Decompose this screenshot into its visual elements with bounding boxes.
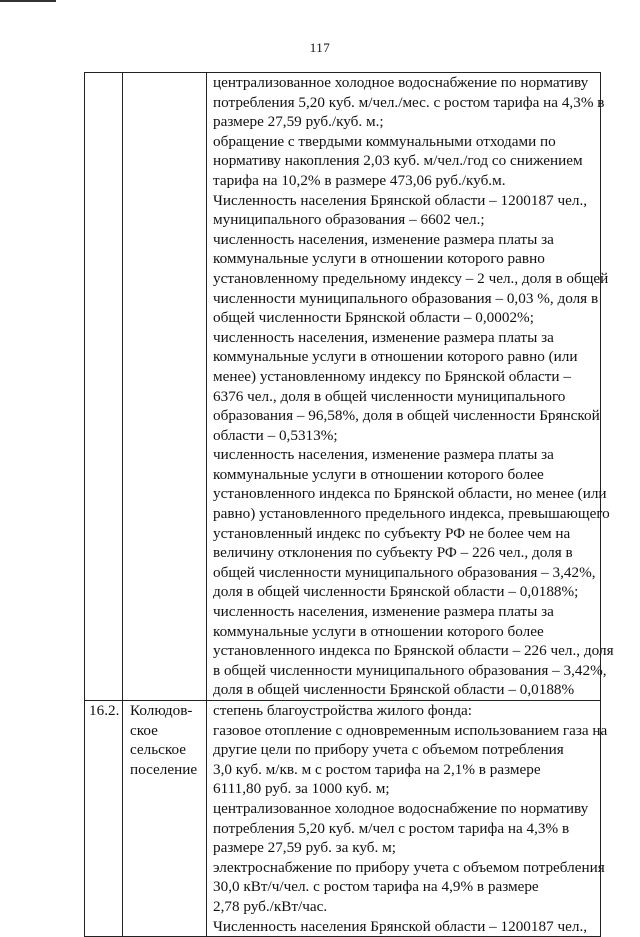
text-line: численность населения, изменение размера платы за bbox=[213, 446, 554, 464]
text-line: степень благоустройства жилого фонда: bbox=[213, 702, 473, 719]
corner-mark bbox=[0, 0, 56, 2]
text-line: установленного индекса по Брянской области, но менее (или bbox=[213, 485, 607, 503]
text-line: доля в общей численности Брянской области – 0,0188% bbox=[213, 681, 575, 699]
text-line: электроснабжение по прибору учета с объемом потребления bbox=[213, 858, 605, 876]
text-line: централизованное холодное водоснабжение по нормативу bbox=[213, 74, 589, 91]
page-number: 117 bbox=[309, 40, 331, 55]
text-line: коммунальные услуги в отношении которого равно (или bbox=[213, 348, 578, 366]
text-line: равно) установленного предельного индекса, превышающего bbox=[213, 505, 610, 523]
table-row bbox=[85, 73, 601, 701]
text-line: размере 27,59 руб./куб. м.; bbox=[213, 113, 384, 131]
text-line: газовое отопление с одновременным использованием газа на bbox=[213, 721, 608, 739]
text-line: коммунальные услуги в отношении которого более bbox=[213, 465, 544, 483]
text-line: размере 27,59 руб. за куб. м; bbox=[213, 839, 396, 857]
text-line: в общей численности муниципального образования – 3,42%, bbox=[213, 661, 607, 679]
text-line: нормативу накопления 2,03 куб. м/чел./год со снижением bbox=[213, 152, 583, 170]
municipality-name-cell bbox=[123, 701, 207, 937]
text-line: сельское bbox=[130, 741, 187, 759]
text-line: потребления 5,20 куб. м/чел./мес. с ростом тарифа на 4,3% в bbox=[213, 93, 605, 111]
text-line: обращение с твердыми коммунальными отходами по bbox=[213, 132, 556, 150]
text-line: численность населения, изменение размера платы за bbox=[213, 230, 554, 248]
text-line: муниципального образования – 6602 чел.; bbox=[213, 211, 485, 229]
text-line: общей численности муниципального образования – 3,42%, bbox=[213, 563, 596, 581]
text-line: величину отклонения по субъекту РФ – 226 чел., доля в bbox=[213, 544, 573, 562]
text-line: доля в общей численности Брянской области – 0,0188%; bbox=[213, 583, 579, 601]
text-line: тарифа на 10,2% в размере 473,06 руб./куб.м. bbox=[213, 171, 506, 189]
row-number-cell: 16.2. bbox=[85, 701, 123, 937]
text-line: установленному предельному индексу – 2 чел., доля в общей bbox=[213, 269, 609, 287]
text-line: ское bbox=[130, 721, 158, 739]
text-line: 30,0 кВт/ч/чел. с ростом тарифа на 4,9% в размере bbox=[213, 878, 539, 896]
text-line: 3,0 куб. м/кв. м с ростом тарифа на 2,1% в размере bbox=[213, 760, 541, 778]
text-line: численности муниципального образования – 0,03 %, доля в bbox=[213, 289, 599, 307]
municipality-name-cell bbox=[123, 73, 207, 701]
row-number-cell bbox=[85, 73, 123, 701]
text-line: поселение bbox=[130, 760, 198, 778]
text-line: Численность населения Брянской области – 1200187 чел., bbox=[213, 191, 588, 209]
text-line: Численность населения Брянской области – 1200187 чел., bbox=[213, 917, 588, 935]
text-line: коммунальные услуги в отношении которого равно bbox=[213, 250, 545, 268]
text-line: установленного индекса по Брянской области – 226 чел., доля bbox=[213, 642, 614, 660]
text-line: другие цели по прибору учета с объемом потребления bbox=[213, 741, 564, 759]
table-row bbox=[85, 701, 601, 937]
text-line: Колюдов- bbox=[130, 702, 193, 719]
text-line: потребления 5,20 куб. м/чел с ростом тарифа на 4,3% в bbox=[213, 819, 570, 837]
text-line: 6111,80 руб. за 1000 куб. м; bbox=[213, 780, 390, 798]
text-line: установленный индекс по субъекту РФ не более чем на bbox=[213, 524, 571, 542]
text-line: общей численности Брянской области – 0,0002%; bbox=[213, 309, 534, 327]
document-table bbox=[84, 72, 614, 937]
text-line: 6376 чел., доля в общей численности муниципального bbox=[213, 387, 566, 405]
text-line: менее) установленному индексу по Брянской области – bbox=[213, 367, 571, 385]
text-line: численность населения, изменение размера платы за bbox=[213, 328, 554, 346]
text-line: коммунальные услуги в отношении которого более bbox=[213, 622, 544, 640]
text-line: централизованное холодное водоснабжение по нормативу bbox=[213, 799, 589, 817]
text-line: образования – 96,58%, доля в общей численности Брянской bbox=[213, 407, 600, 425]
description-cell bbox=[207, 701, 608, 937]
text-line: области – 0,5313%; bbox=[213, 426, 338, 444]
text-line: численность населения, изменение размера платы за bbox=[213, 603, 554, 621]
text-line: 2,78 руб./кВт/час. bbox=[213, 897, 328, 915]
description-cell bbox=[207, 73, 614, 701]
